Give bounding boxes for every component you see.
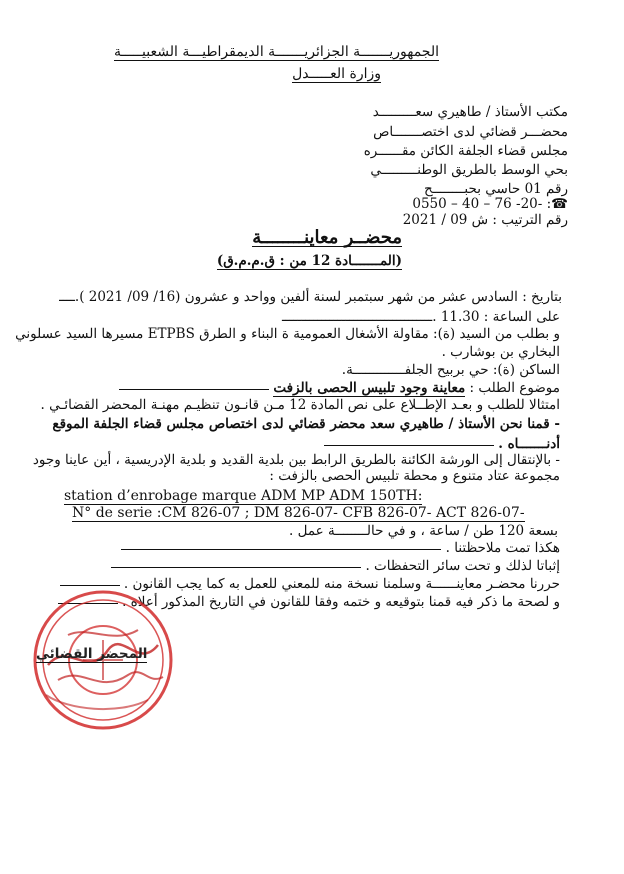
subject-line [119, 380, 560, 396]
moving-line-1: - بالإنتقال إلى الورشة الكائنة بالطريق الرابط بين بلدية القديد و بلدية الإدريسية ، أين عاينا وجود [32, 452, 560, 468]
date-line: بتاريخ : السادس عشر من شهر سبتمبر لسنة ألفين وواحد و عشرون (16/ 09/ 2021 ).ــــ [59, 289, 562, 305]
document-article: (المـــــــادة 12 من : ق.م.م.ق) [216, 253, 402, 269]
capacity-line: بسعة 120 طن / ساعة ، و في حالــــــــة عمل . [289, 523, 558, 539]
we-underline [324, 444, 494, 446]
serial-line: N° de serie :CM 826-07 ; DM 826-07- CFB 826-07- ACT 826-07- [72, 505, 525, 521]
proof-underline [111, 566, 361, 568]
office-phone: 0550 – 40 – 76 -20- :☎ [412, 196, 568, 212]
drafted-text: حررنا محضـر معاينــــــة وسلمنا نسخة منه للمعني للعمل به كما يجب القانون . [123, 576, 560, 592]
we-line-2-text: أدنـــــــاه . [498, 436, 560, 452]
station-line: station d’enrobage marque ADM MP ADM 150TH: [64, 488, 423, 504]
time-line: على الساعة : 11.30 .ــــــــــــــــــــــــــــــــــــــ [281, 309, 560, 325]
office-line-5: رقم 01 حاسي بحبــــــــح [424, 181, 568, 197]
proof-text: إثباتا لذلك و تحت سائر التحفظات . [365, 558, 560, 574]
document-title: محضــر معاينــــــــة [252, 227, 402, 248]
noted-text: هكذا تمت ملاحظتنا . [445, 540, 560, 556]
request-line-2: البخاري بن بوشارب . [441, 344, 560, 360]
validity-text: و لصحة ما ذكر فيه قمنا بتوقيعه و ختمه وفقا للقانون في التاريخ المذكور أعلاه . [122, 594, 560, 610]
ministry-header: وزارة العـــــدل [292, 66, 381, 82]
office-line-2: محضـــر قضائي لدى اختصـــــــاص [373, 124, 568, 140]
noted-line [121, 540, 560, 556]
office-reference: رقم الترتيب : ش 09 / 2021 [402, 212, 568, 228]
office-line-4: بحي الوسط بالطريق الوطنـــــــــي [370, 162, 568, 178]
resident-line: الساكن (ة): حي بربيح الجلفـــــــــــــة. [341, 362, 560, 378]
moving-line-2: مجموعة عتاد متنوع و محطة تلبيس الحصى بالزفت : [269, 468, 560, 484]
subject-underline [119, 388, 269, 390]
subject-label: موضوع الطلب : [465, 380, 560, 396]
we-line-1: - قمنا نحن الأستاذ / طاهيري سعد محضر قضائي لدى اختصاص مجلس قضاء الجلفة الموقع [52, 416, 560, 432]
signature-label: المحضر القضائي [36, 646, 148, 662]
republic-header: الجمهوريـــــــة الجزائريـــــــة الديمقراطيـــة الشعبيـــــة [114, 44, 439, 60]
office-line-3: مجلس قضاء الجلفة الكائن مقــــــره [363, 143, 568, 159]
compliance-line: امتثالا للطلب و بعـد الإطــلاع على نص المادة 12 مـن قانـون تنظيـم مهنـة المحضر القضائـي . [40, 397, 560, 413]
noted-underline [121, 548, 441, 550]
we-line-2 [324, 436, 561, 452]
office-line-1: مكتب الأستاذ / طاهيري سعـــــــــد [372, 104, 568, 120]
proof-line [111, 558, 560, 574]
subject-value: معاينة وجود تلبيس الحصى بالزفت [273, 380, 466, 396]
request-line-1: و بطلب من السيد (ة): مقاولة الأشغال العمومية ة البناء و الطرق ETPBS مسيرها السيد عسلوني [15, 326, 560, 342]
